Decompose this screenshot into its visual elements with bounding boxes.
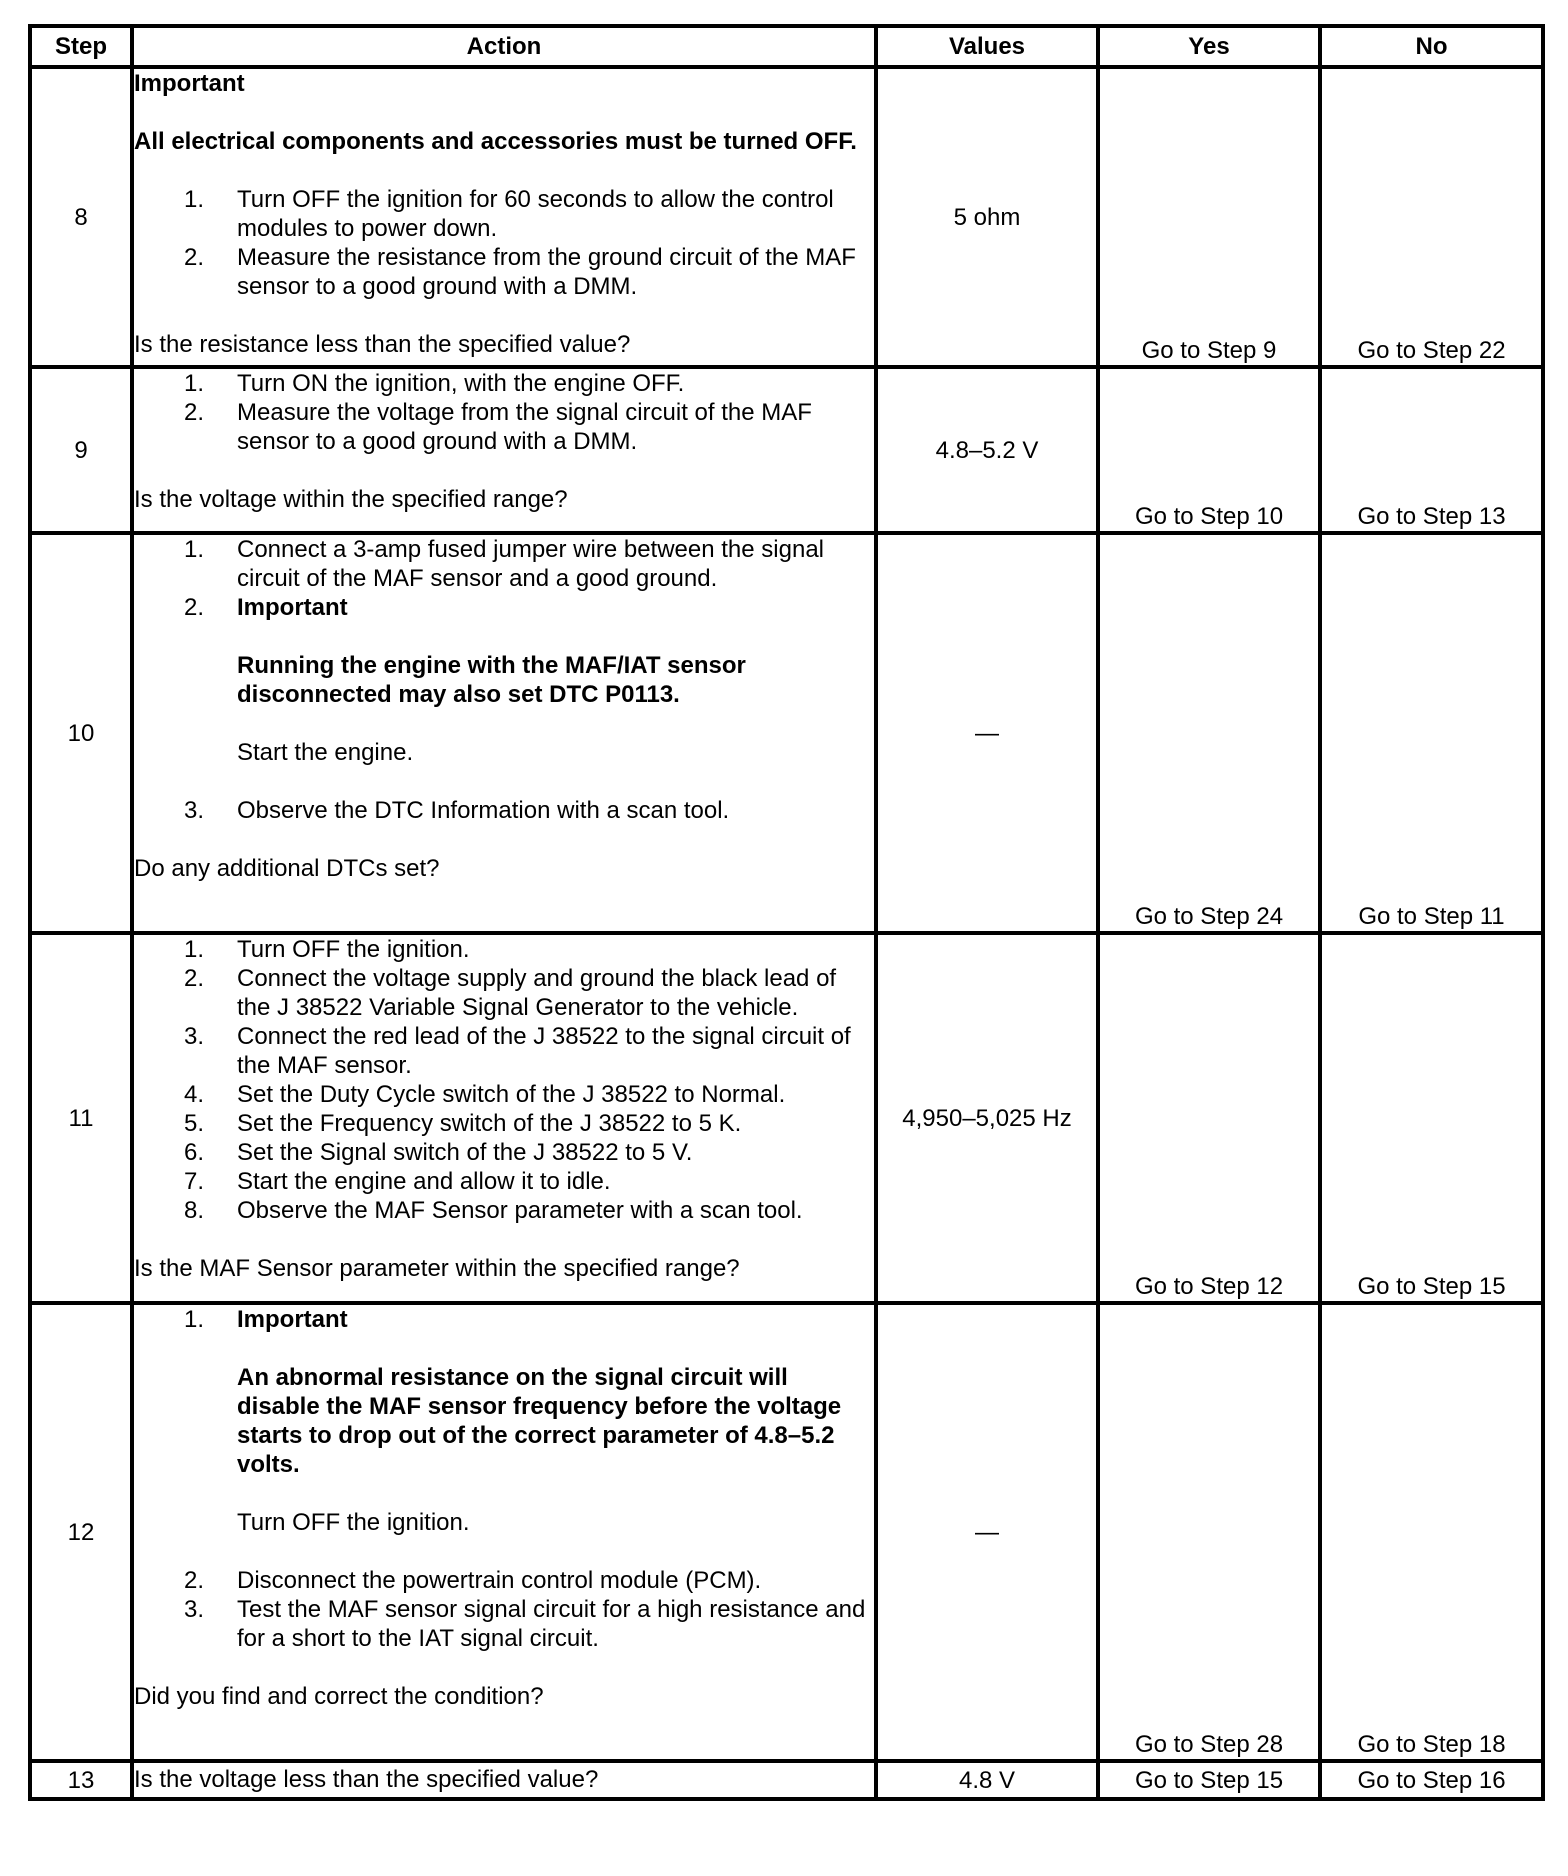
list-item: 5. Set the Frequency switch of the J 38522 to 5 K. xyxy=(183,1110,742,1137)
header-action: Action xyxy=(132,26,876,67)
list-item: 2. Connect the voltage supply and ground the black lead of the J 38522 Variable Signal Generator to the vehicle. xyxy=(183,965,837,1021)
yes-cell: Go to Step 24 xyxy=(1098,533,1320,933)
list-item: 1. Turn OFF the ignition. xyxy=(183,936,470,963)
no-cell: Go to Step 13 xyxy=(1320,367,1543,533)
question-text: Do any additional DTCs set? xyxy=(134,855,440,882)
list-item: 1. Turn OFF the ignition for 60 seconds to allow the control modules to power down. xyxy=(183,186,834,242)
action-cell xyxy=(132,533,876,933)
diagnostic-table xyxy=(28,24,1545,1801)
question-text: Is the resistance less than the specified value? xyxy=(134,331,631,358)
table-row xyxy=(30,933,1543,1303)
important-label: Important xyxy=(237,1306,348,1333)
list-item: 4. Set the Duty Cycle switch of the J 38522 to Normal. xyxy=(183,1081,786,1108)
value-cell: — xyxy=(876,1303,1098,1761)
important-text: All electrical components and accessories must be turned OFF. xyxy=(134,128,857,155)
list-item: 7. Start the engine and allow it to idle. xyxy=(183,1168,611,1195)
yes-cell: Go to Step 10 xyxy=(1098,367,1320,533)
action-cell xyxy=(132,1303,876,1761)
question-text: Did you find and correct the condition? xyxy=(134,1683,544,1710)
table-row xyxy=(30,67,1543,367)
table-row xyxy=(30,533,1543,933)
question-text: Is the voltage within the specified range? xyxy=(134,486,568,513)
list-item: 1. Connect a 3-amp fused jumper wire between the signal circuit of the MAF sensor and a good ground. xyxy=(183,536,824,592)
important-text: Running the engine with the MAF/IAT sensor disconnected may also set DTC P0113. xyxy=(237,652,746,708)
header-yes: Yes xyxy=(1098,26,1320,67)
table-row xyxy=(30,367,1543,533)
action-cell xyxy=(132,367,876,533)
list-item: 6. Set the Signal switch of the J 38522 to 5 V. xyxy=(183,1139,693,1166)
question-text: Is the voltage less than the specified value? xyxy=(134,1766,599,1793)
value-cell: 4.8–5.2 V xyxy=(876,367,1098,533)
action-cell xyxy=(132,1761,876,1799)
no-cell: Go to Step 11 xyxy=(1320,533,1543,933)
value-cell: 5 ohm xyxy=(876,67,1098,367)
list-item: 8. Observe the MAF Sensor parameter with a scan tool. xyxy=(183,1197,803,1224)
action-cell xyxy=(132,67,876,367)
header-row xyxy=(30,26,1543,67)
value-cell: 4.8 V xyxy=(876,1761,1098,1799)
important-text: An abnormal resistance on the signal circuit will disable the MAF sensor frequency before the voltage starts to drop out of the correct parameter of 4.8–5.2 volts. xyxy=(237,1364,842,1478)
sub-step-text: Turn OFF the ignition. xyxy=(237,1509,470,1536)
yes-cell: Go to Step 9 xyxy=(1098,67,1320,367)
no-cell: Go to Step 22 xyxy=(1320,67,1543,367)
yes-cell: Go to Step 12 xyxy=(1098,933,1320,1303)
header-no: No xyxy=(1320,26,1543,67)
no-cell: Go to Step 15 xyxy=(1320,933,1543,1303)
value-cell: — xyxy=(876,533,1098,933)
value-cell: 4,950–5,025 Hz xyxy=(876,933,1098,1303)
step-number: 12 xyxy=(30,1303,132,1761)
list-item: 2. Measure the resistance from the ground circuit of the MAF sensor to a good ground with a DMM. xyxy=(183,244,856,300)
no-cell: Go to Step 16 xyxy=(1320,1761,1543,1799)
important-label: Important xyxy=(134,70,245,97)
yes-cell: Go to Step 28 xyxy=(1098,1303,1320,1761)
important-label: Important xyxy=(237,594,348,621)
step-number: 8 xyxy=(30,67,132,367)
table-row xyxy=(30,1303,1543,1761)
question-text: Is the MAF Sensor parameter within the specified range? xyxy=(134,1255,740,1282)
header-step: Step xyxy=(30,26,132,67)
step-number: 10 xyxy=(30,533,132,933)
sub-step-text: Start the engine. xyxy=(237,739,414,766)
step-number: 13 xyxy=(30,1761,132,1799)
list-item: 3. Observe the DTC Information with a scan tool. xyxy=(183,797,730,824)
list-item: 1. Turn ON the ignition, with the engine OFF. xyxy=(183,370,685,397)
step-number: 9 xyxy=(30,367,132,533)
table-row xyxy=(30,1761,1543,1799)
list-item: 2. Disconnect the powertrain control module (PCM). xyxy=(183,1567,762,1594)
header-values: Values xyxy=(876,26,1098,67)
yes-cell: Go to Step 15 xyxy=(1098,1761,1320,1799)
list-item: 3. Connect the red lead of the J 38522 to the signal circuit of the MAF sensor. xyxy=(183,1023,851,1079)
no-cell: Go to Step 18 xyxy=(1320,1303,1543,1761)
list-item: 2. Important xyxy=(134,593,874,622)
list-item: 3. Test the MAF sensor signal circuit for a high resistance and for a short to the IAT signal circuit. xyxy=(183,1596,866,1652)
list-item: 1. Important xyxy=(134,1305,874,1334)
step-number: 11 xyxy=(30,933,132,1303)
action-cell xyxy=(132,933,876,1303)
list-item: 2. Measure the voltage from the signal circuit of the MAF sensor to a good ground with a DMM. xyxy=(183,399,812,455)
